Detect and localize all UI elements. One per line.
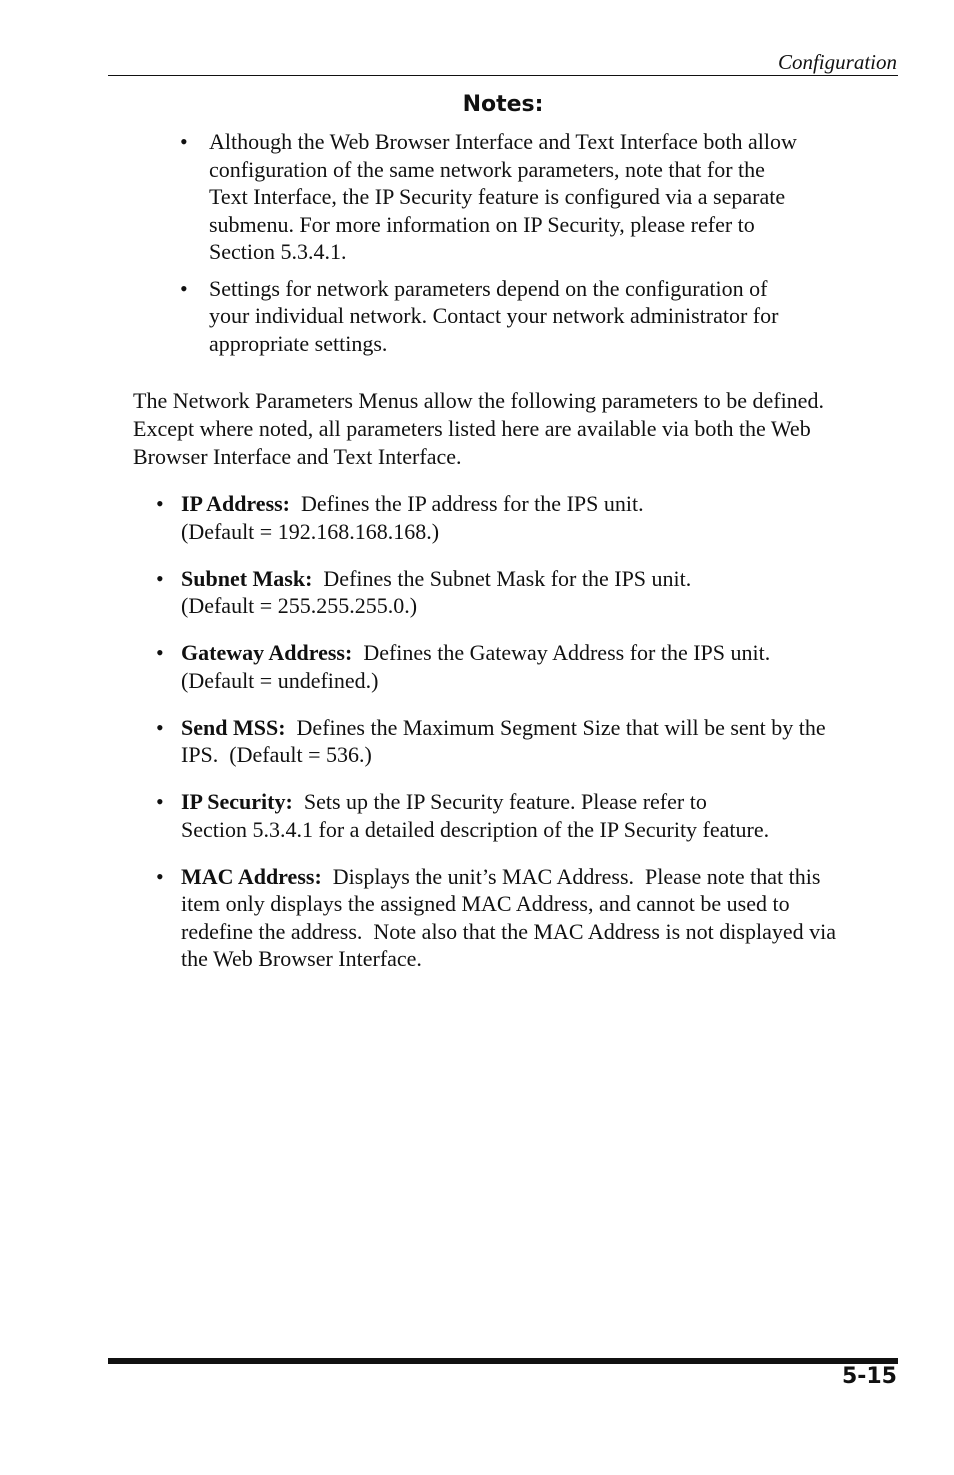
bullet-icon: •	[156, 491, 164, 516]
note-line: appropriate settings.	[209, 330, 388, 356]
parameter-line: redefine the address. Note also that the MAC Address is not displayed via	[181, 918, 836, 944]
parameter-term: Subnet Mask:	[181, 565, 313, 591]
bullet-icon: •	[156, 640, 164, 665]
parameter-line	[181, 565, 901, 593]
intro-line: Except where noted, all parameters listed here are available via both the Web	[133, 415, 811, 441]
parameter-line: Section 5.3.4.1 for a detailed description of the IP Security feature.	[181, 816, 770, 842]
note-item	[180, 128, 860, 266]
page-number: 5-15	[841, 1364, 897, 1389]
bullet-icon: •	[156, 714, 164, 740]
parameter-line: (Default = undefined.)	[181, 667, 379, 693]
notes-list	[180, 128, 860, 366]
parameter-line: (Default = 192.168.168.168.)	[181, 518, 440, 544]
parameter-description: Defines the IP address for the IPS unit.	[290, 491, 644, 516]
note-line: Settings for network parameters depend on the configuration of	[209, 275, 768, 301]
section-title: Configuration	[777, 50, 897, 74]
note-line: Although the Web Browser Interface and Text Interface both allow	[209, 129, 797, 154]
parameter-item-ip-security	[156, 788, 901, 843]
parameter-description: Displays the unit’s MAC Address. Please note that this	[321, 863, 821, 889]
intro-paragraph	[133, 387, 903, 470]
parameter-line	[181, 490, 901, 518]
parameter-line	[181, 639, 901, 667]
note-line: your individual network. Contact your network administrator for	[209, 303, 779, 328]
parameter-description: Defines the Subnet Mask for the IPS unit.	[312, 565, 692, 591]
note-line: Section 5.3.4.1.	[209, 239, 347, 264]
bullet-icon: •	[156, 789, 164, 814]
parameter-term: Send MSS:	[181, 714, 286, 740]
parameter-term: MAC Address:	[181, 863, 322, 889]
footer-rule	[108, 1358, 898, 1364]
parameter-term: IP Address:	[181, 491, 291, 516]
parameter-list	[156, 490, 901, 992]
parameter-item-mac-address	[156, 863, 901, 973]
header-rule	[108, 75, 898, 76]
parameter-term: IP Security:	[181, 789, 293, 814]
parameter-item-gateway-address	[156, 639, 901, 694]
intro-line: The Network Parameters Menus allow the following parameters to be defined.	[133, 388, 824, 413]
intro-line: Browser Interface and Text Interface.	[133, 443, 462, 469]
parameter-item-send-mss	[156, 714, 901, 769]
parameter-description: Sets up the IP Security feature. Please refer to	[292, 789, 707, 814]
bullet-icon: •	[180, 275, 188, 301]
parameter-description: Defines the Gateway Address for the IPS unit.	[352, 640, 771, 665]
bullet-icon: •	[156, 565, 164, 591]
parameter-item-subnet-mask	[156, 565, 901, 620]
parameter-line: IPS. (Default = 536.)	[181, 742, 372, 767]
parameter-line	[181, 714, 901, 742]
bullet-icon: •	[180, 129, 188, 154]
parameter-line	[181, 863, 901, 891]
notes-title: Notes:	[462, 92, 544, 117]
parameter-description: Defines the Maximum Segment Size that will be sent by the	[285, 714, 826, 740]
parameter-line: the Web Browser Interface.	[181, 946, 422, 971]
note-line: Text Interface, the IP Security feature is configured via a separate	[209, 184, 786, 209]
parameter-line	[181, 788, 901, 816]
note-line: submenu. For more information on IP Security, please refer to	[209, 211, 755, 237]
bullet-icon: •	[156, 863, 164, 889]
note-item	[180, 275, 860, 358]
parameter-line: item only displays the assigned MAC Address, and cannot be used to	[181, 891, 790, 916]
parameter-item-ip-address	[156, 490, 901, 545]
parameter-term: Gateway Address:	[181, 640, 353, 665]
note-line: configuration of the same network parameters, note that for the	[209, 156, 765, 182]
parameter-line: (Default = 255.255.255.0.)	[181, 593, 418, 618]
